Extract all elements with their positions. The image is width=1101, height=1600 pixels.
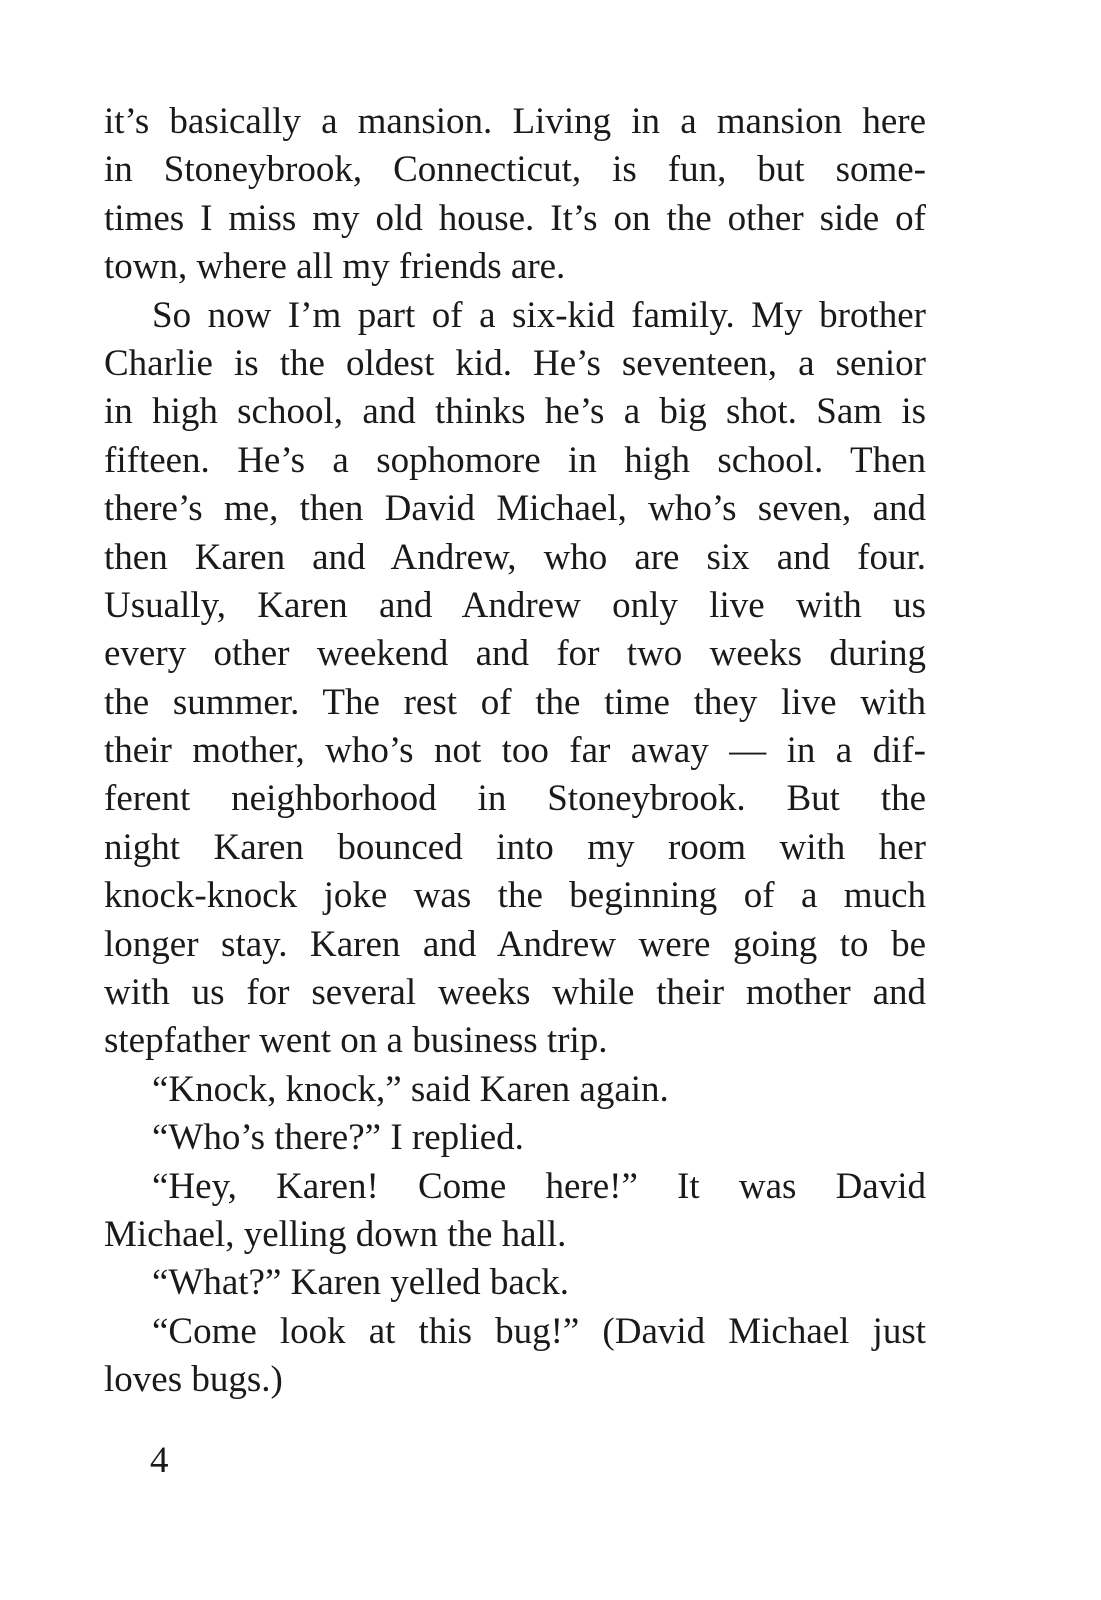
text-line: times I miss my old house. It’s on the other side of [104,197,926,239]
text-line: fifteen. He’s a sophomore in high school. Then [104,439,926,481]
text-line: longer stay. Karen and Andrew were going to be [104,923,926,965]
text-line: then Karen and Andrew, who are six and four. [104,536,926,578]
text-line: Charlie is the oldest kid. He’s seventeen, a senior [104,342,926,384]
text-line: “Hey, Karen! Come here!” It was David [152,1165,926,1207]
text-line: every other weekend and for two weeks during [104,633,926,675]
text-line: “Come look at this bug!” (David Michael just [152,1310,926,1352]
text-line: So now I’m part of a six-kid family. My brother [152,294,926,336]
text-line: knock-knock joke was the beginning of a much [104,875,926,917]
page-number: 4 [150,1440,169,1481]
text-line: Usually, Karen and Andrew only live with us [104,584,926,626]
text-line: ferent neighborhood in Stoneybrook. But the [104,778,926,820]
text-line: “Knock, knock,” said Karen again. [152,1068,669,1110]
text-line: in Stoneybrook, Connecticut, is fun, but some- [104,149,926,191]
text-line: it’s basically a mansion. Living in a mansion here [104,101,926,142]
text-line: night Karen bounced into my room with her [104,826,926,868]
text-line: Michael, yelling down the hall. [104,1213,567,1255]
text-line: in high school, and thinks he’s a big shot. Sam is [104,391,926,433]
text-line: stepfather went on a business trip. [104,1020,608,1062]
text-line: “Who’s there?” I replied. [152,1117,524,1159]
text-line: loves bugs.) [104,1359,283,1401]
text-line: with us for several weeks while their mother and [104,972,926,1014]
text-line: there’s me, then David Michael, who’s seven, and [104,488,926,530]
body-text [104,98,926,1405]
text-line: town, where all my friends are. [104,246,566,288]
text-line: “What?” Karen yelled back. [152,1262,570,1304]
text-line: the summer. The rest of the time they live with [104,681,926,723]
text-line: their mother, who’s not too far away — in a dif- [104,730,926,772]
